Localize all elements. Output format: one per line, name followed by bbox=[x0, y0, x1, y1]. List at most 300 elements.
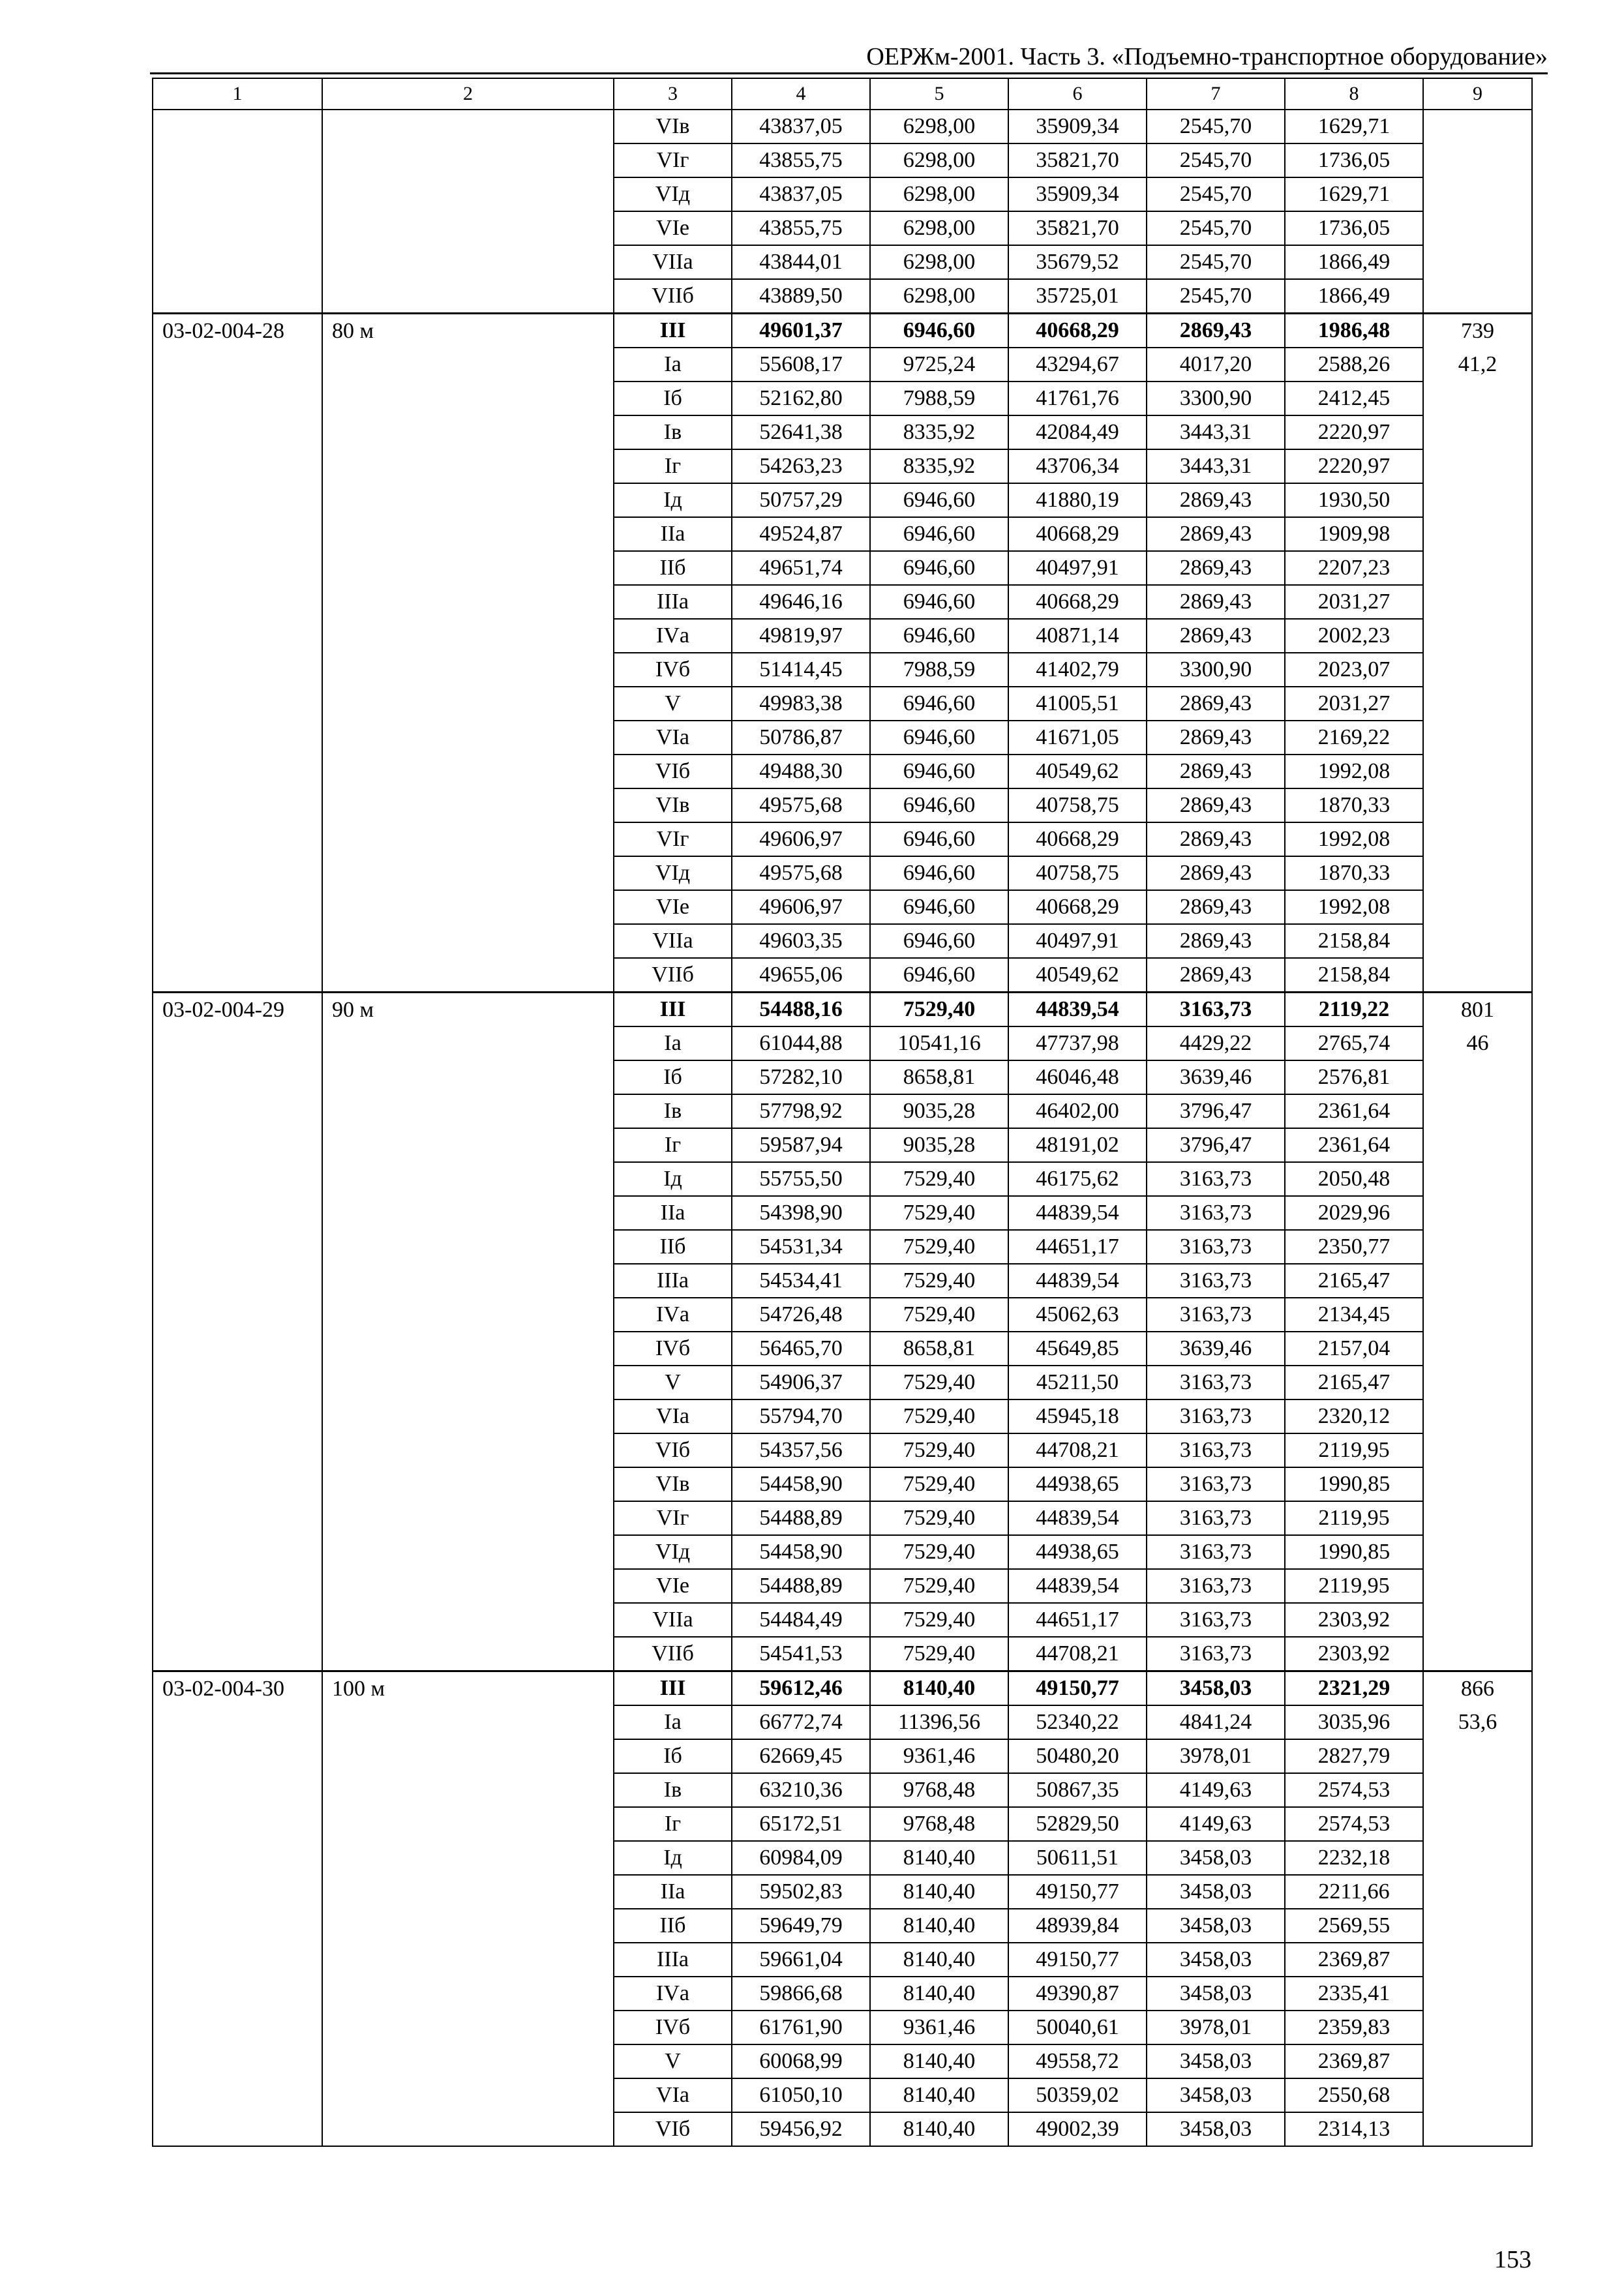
value-cell: 6946,60 bbox=[870, 517, 1008, 551]
value-cell: 6298,00 bbox=[870, 110, 1008, 143]
column-number: 3 bbox=[614, 78, 732, 110]
value-cell: 1990,85 bbox=[1285, 1467, 1423, 1501]
value-cell: 4149,63 bbox=[1147, 1807, 1285, 1841]
mode-cell: IIIа bbox=[614, 1264, 732, 1298]
table-row bbox=[153, 1535, 1532, 1569]
value-cell: 2869,43 bbox=[1147, 856, 1285, 890]
mode-cell: VIв bbox=[614, 788, 732, 822]
value-cell: 6298,00 bbox=[870, 245, 1008, 279]
value-cell: 3458,03 bbox=[1147, 1841, 1285, 1875]
value-cell: 6946,60 bbox=[870, 788, 1008, 822]
table-row bbox=[153, 924, 1532, 958]
table-row bbox=[153, 1501, 1532, 1535]
value-cell: 49646,16 bbox=[732, 585, 870, 619]
value-cell: 2869,43 bbox=[1147, 551, 1285, 585]
value-cell: 8140,40 bbox=[870, 1671, 1008, 1706]
value-cell: 8335,92 bbox=[870, 415, 1008, 449]
table-row bbox=[153, 1298, 1532, 1332]
length-cell bbox=[322, 415, 614, 449]
mode-cell: VIIа bbox=[614, 924, 732, 958]
length-cell bbox=[322, 1773, 614, 1807]
labor-cell bbox=[1423, 1467, 1532, 1501]
value-cell: 3639,46 bbox=[1147, 1060, 1285, 1094]
value-cell: 45211,50 bbox=[1008, 1366, 1147, 1399]
value-cell: 6298,00 bbox=[870, 177, 1008, 211]
mode-cell: V bbox=[614, 2044, 732, 2078]
value-cell: 9768,48 bbox=[870, 1807, 1008, 1841]
rate-code-cell bbox=[153, 585, 322, 619]
value-cell: 2321,29 bbox=[1285, 1671, 1423, 1706]
value-cell: 8140,40 bbox=[870, 1977, 1008, 2011]
value-cell: 40758,75 bbox=[1008, 788, 1147, 822]
value-cell: 1992,08 bbox=[1285, 890, 1423, 924]
table-row bbox=[153, 653, 1532, 687]
table-row bbox=[153, 1196, 1532, 1230]
value-cell: 2412,45 bbox=[1285, 382, 1423, 415]
mode-cell: IIа bbox=[614, 517, 732, 551]
rate-code-cell bbox=[153, 1841, 322, 1875]
value-cell: 2545,70 bbox=[1147, 110, 1285, 143]
value-cell: 41005,51 bbox=[1008, 687, 1147, 721]
value-cell: 49575,68 bbox=[732, 856, 870, 890]
length-cell bbox=[322, 551, 614, 585]
value-cell: 54531,34 bbox=[732, 1230, 870, 1264]
value-cell: 8658,81 bbox=[870, 1332, 1008, 1366]
value-cell: 11396,56 bbox=[870, 1705, 1008, 1739]
value-cell: 3443,31 bbox=[1147, 449, 1285, 483]
value-cell: 6946,60 bbox=[870, 924, 1008, 958]
column-number: 5 bbox=[870, 78, 1008, 110]
value-cell: 43706,34 bbox=[1008, 449, 1147, 483]
value-cell: 43837,05 bbox=[732, 110, 870, 143]
value-cell: 3458,03 bbox=[1147, 1909, 1285, 1943]
length-cell bbox=[322, 1535, 614, 1569]
value-cell: 54484,49 bbox=[732, 1603, 870, 1637]
value-cell: 35725,01 bbox=[1008, 279, 1147, 314]
value-cell: 35909,34 bbox=[1008, 177, 1147, 211]
mode-cell: III bbox=[614, 1671, 732, 1706]
value-cell: 2119,22 bbox=[1285, 993, 1423, 1027]
value-cell: 50757,29 bbox=[732, 483, 870, 517]
value-cell: 61050,10 bbox=[732, 2078, 870, 2112]
rate-code-cell bbox=[153, 1467, 322, 1501]
labor-cell bbox=[1423, 279, 1532, 314]
value-cell: 8140,40 bbox=[870, 1875, 1008, 1909]
value-cell: 10541,16 bbox=[870, 1026, 1008, 1060]
value-cell: 54541,53 bbox=[732, 1637, 870, 1671]
labor-cell bbox=[1423, 1569, 1532, 1603]
mode-cell: Iа bbox=[614, 1026, 732, 1060]
value-cell: 2869,43 bbox=[1147, 619, 1285, 653]
mode-cell: IVа bbox=[614, 619, 732, 653]
labor-cell: 866 bbox=[1423, 1671, 1532, 1706]
labor-cell bbox=[1423, 1807, 1532, 1841]
value-cell: 1866,49 bbox=[1285, 279, 1423, 314]
value-cell: 2545,70 bbox=[1147, 279, 1285, 314]
length-cell bbox=[322, 1298, 614, 1332]
length-cell bbox=[322, 2078, 614, 2112]
mode-cell: VIд bbox=[614, 177, 732, 211]
length-cell bbox=[322, 1366, 614, 1399]
value-cell: 49524,87 bbox=[732, 517, 870, 551]
rate-code-cell bbox=[153, 449, 322, 483]
value-cell: 46402,00 bbox=[1008, 1094, 1147, 1128]
labor-cell bbox=[1423, 1603, 1532, 1637]
page-number: 153 bbox=[1494, 2246, 1531, 2273]
length-cell bbox=[322, 1875, 614, 1909]
mode-cell: VIа bbox=[614, 721, 732, 755]
rate-code-cell bbox=[153, 755, 322, 788]
labor-cell bbox=[1423, 1399, 1532, 1433]
value-cell: 1736,05 bbox=[1285, 211, 1423, 245]
value-cell: 3163,73 bbox=[1147, 1535, 1285, 1569]
length-cell bbox=[322, 1841, 614, 1875]
value-cell: 47737,98 bbox=[1008, 1026, 1147, 1060]
value-cell: 55755,50 bbox=[732, 1162, 870, 1196]
labor-cell bbox=[1423, 1433, 1532, 1467]
value-cell: 3458,03 bbox=[1147, 1671, 1285, 1706]
value-cell: 54458,90 bbox=[732, 1467, 870, 1501]
value-cell: 3163,73 bbox=[1147, 1399, 1285, 1433]
table-row bbox=[153, 1875, 1532, 1909]
length-cell bbox=[322, 958, 614, 993]
value-cell: 6946,60 bbox=[870, 755, 1008, 788]
length-cell bbox=[322, 856, 614, 890]
value-cell: 2869,43 bbox=[1147, 314, 1285, 348]
length-cell bbox=[322, 1603, 614, 1637]
column-number: 2 bbox=[322, 78, 614, 110]
value-cell: 61044,88 bbox=[732, 1026, 870, 1060]
mode-cell: Iб bbox=[614, 382, 732, 415]
length-cell bbox=[322, 924, 614, 958]
table-row bbox=[153, 1807, 1532, 1841]
mode-cell: Iв bbox=[614, 1773, 732, 1807]
length-cell bbox=[322, 1196, 614, 1230]
value-cell: 48939,84 bbox=[1008, 1909, 1147, 1943]
labor-cell bbox=[1423, 1332, 1532, 1366]
mode-cell: V bbox=[614, 1366, 732, 1399]
value-cell: 40668,29 bbox=[1008, 822, 1147, 856]
length-cell bbox=[322, 585, 614, 619]
labor-cell bbox=[1423, 483, 1532, 517]
value-cell: 7529,40 bbox=[870, 1230, 1008, 1264]
value-cell: 50611,51 bbox=[1008, 1841, 1147, 1875]
value-cell: 59866,68 bbox=[732, 1977, 870, 2011]
value-cell: 45945,18 bbox=[1008, 1399, 1147, 1433]
table-row bbox=[153, 822, 1532, 856]
rate-code-cell bbox=[153, 551, 322, 585]
mode-cell: IIа bbox=[614, 1196, 732, 1230]
labor-cell bbox=[1423, 1060, 1532, 1094]
value-cell: 2361,64 bbox=[1285, 1128, 1423, 1162]
length-cell bbox=[322, 245, 614, 279]
length-cell bbox=[322, 449, 614, 483]
length-cell bbox=[322, 1094, 614, 1128]
value-cell: 2029,96 bbox=[1285, 1196, 1423, 1230]
labor-cell bbox=[1423, 415, 1532, 449]
labor-cell bbox=[1423, 551, 1532, 585]
value-cell: 63210,36 bbox=[732, 1773, 870, 1807]
labor-cell bbox=[1423, 2011, 1532, 2044]
value-cell: 49655,06 bbox=[732, 958, 870, 993]
length-cell bbox=[322, 1162, 614, 1196]
value-cell: 1629,71 bbox=[1285, 110, 1423, 143]
value-cell: 2869,43 bbox=[1147, 755, 1285, 788]
value-cell: 7529,40 bbox=[870, 1467, 1008, 1501]
rate-code-cell bbox=[153, 1637, 322, 1671]
mode-cell: IIб bbox=[614, 1909, 732, 1943]
value-cell: 2119,95 bbox=[1285, 1433, 1423, 1467]
value-cell: 49488,30 bbox=[732, 755, 870, 788]
rates-table bbox=[152, 78, 1533, 2147]
value-cell: 54398,90 bbox=[732, 1196, 870, 1230]
value-cell: 7529,40 bbox=[870, 1264, 1008, 1298]
value-cell: 2232,18 bbox=[1285, 1841, 1423, 1875]
column-number-row bbox=[153, 78, 1532, 110]
value-cell: 4429,22 bbox=[1147, 1026, 1285, 1060]
labor-cell bbox=[1423, 1264, 1532, 1298]
rate-code-cell bbox=[153, 687, 322, 721]
labor-cell bbox=[1423, 1943, 1532, 1977]
rate-code-cell bbox=[153, 211, 322, 245]
mode-cell: VIIб bbox=[614, 1637, 732, 1671]
rate-code-cell bbox=[153, 1535, 322, 1569]
mode-cell: Iа bbox=[614, 348, 732, 382]
value-cell: 52641,38 bbox=[732, 415, 870, 449]
mode-cell: Iа bbox=[614, 1705, 732, 1739]
value-cell: 41880,19 bbox=[1008, 483, 1147, 517]
table-row bbox=[153, 551, 1532, 585]
mode-cell: VIе bbox=[614, 890, 732, 924]
mode-cell: IIIа bbox=[614, 1943, 732, 1977]
table-row bbox=[153, 1264, 1532, 1298]
value-cell: 60984,09 bbox=[732, 1841, 870, 1875]
labor-cell bbox=[1423, 110, 1532, 143]
rate-code-cell bbox=[153, 1603, 322, 1637]
mode-cell: Iд bbox=[614, 483, 732, 517]
length-cell bbox=[322, 211, 614, 245]
value-cell: 2211,66 bbox=[1285, 1875, 1423, 1909]
value-cell: 50867,35 bbox=[1008, 1773, 1147, 1807]
value-cell: 3163,73 bbox=[1147, 1264, 1285, 1298]
mode-cell: VIа bbox=[614, 1399, 732, 1433]
value-cell: 49983,38 bbox=[732, 687, 870, 721]
value-cell: 2119,95 bbox=[1285, 1569, 1423, 1603]
table-row bbox=[153, 1128, 1532, 1162]
rate-code-cell bbox=[153, 177, 322, 211]
value-cell: 2869,43 bbox=[1147, 687, 1285, 721]
rate-code-cell bbox=[153, 1977, 322, 2011]
labor-cell bbox=[1423, 1535, 1532, 1569]
value-cell: 3163,73 bbox=[1147, 1433, 1285, 1467]
labor-cell bbox=[1423, 1909, 1532, 1943]
table-row bbox=[153, 788, 1532, 822]
value-cell: 55794,70 bbox=[732, 1399, 870, 1433]
length-cell bbox=[322, 1501, 614, 1535]
rate-code-cell bbox=[153, 2078, 322, 2112]
value-cell: 35821,70 bbox=[1008, 143, 1147, 177]
length-cell bbox=[322, 110, 614, 143]
value-cell: 3163,73 bbox=[1147, 1230, 1285, 1264]
table-row bbox=[153, 483, 1532, 517]
rate-code-cell bbox=[153, 1094, 322, 1128]
value-cell: 6946,60 bbox=[870, 314, 1008, 348]
value-cell: 61761,90 bbox=[732, 2011, 870, 2044]
table-row bbox=[153, 279, 1532, 314]
length-cell bbox=[322, 1637, 614, 1671]
value-cell: 3796,47 bbox=[1147, 1128, 1285, 1162]
mode-cell: IVб bbox=[614, 1332, 732, 1366]
value-cell: 2314,13 bbox=[1285, 2112, 1423, 2146]
rate-code-cell bbox=[153, 1399, 322, 1433]
length-cell bbox=[322, 890, 614, 924]
value-cell: 57282,10 bbox=[732, 1060, 870, 1094]
table-row bbox=[153, 1060, 1532, 1094]
value-cell: 49819,97 bbox=[732, 619, 870, 653]
mode-cell: VIг bbox=[614, 822, 732, 856]
labor-cell bbox=[1423, 517, 1532, 551]
value-cell: 2158,84 bbox=[1285, 924, 1423, 958]
value-cell: 51414,45 bbox=[732, 653, 870, 687]
value-cell: 7529,40 bbox=[870, 1433, 1008, 1467]
rate-code-cell bbox=[153, 483, 322, 517]
table-row bbox=[153, 755, 1532, 788]
value-cell: 8140,40 bbox=[870, 1943, 1008, 1977]
value-cell: 41402,79 bbox=[1008, 653, 1147, 687]
table-row bbox=[153, 415, 1532, 449]
rate-code-cell bbox=[153, 1773, 322, 1807]
value-cell: 44839,54 bbox=[1008, 1569, 1147, 1603]
length-cell bbox=[322, 1467, 614, 1501]
table-row bbox=[153, 1026, 1532, 1060]
value-cell: 2869,43 bbox=[1147, 924, 1285, 958]
value-cell: 2157,04 bbox=[1285, 1332, 1423, 1366]
value-cell: 2220,97 bbox=[1285, 449, 1423, 483]
value-cell: 54906,37 bbox=[732, 1366, 870, 1399]
value-cell: 3300,90 bbox=[1147, 382, 1285, 415]
value-cell: 8140,40 bbox=[870, 2078, 1008, 2112]
value-cell: 44708,21 bbox=[1008, 1433, 1147, 1467]
value-cell: 54488,89 bbox=[732, 1501, 870, 1535]
value-cell: 3978,01 bbox=[1147, 1739, 1285, 1773]
value-cell: 3163,73 bbox=[1147, 1366, 1285, 1399]
mode-cell: VIе bbox=[614, 211, 732, 245]
value-cell: 44938,65 bbox=[1008, 1467, 1147, 1501]
length-cell bbox=[322, 822, 614, 856]
value-cell: 2869,43 bbox=[1147, 483, 1285, 517]
value-cell: 44651,17 bbox=[1008, 1603, 1147, 1637]
rate-code-cell bbox=[153, 143, 322, 177]
column-number: 8 bbox=[1285, 78, 1423, 110]
table-row bbox=[153, 1705, 1532, 1739]
rate-code-cell bbox=[153, 1705, 322, 1739]
value-cell: 44839,54 bbox=[1008, 1196, 1147, 1230]
value-cell: 49606,97 bbox=[732, 890, 870, 924]
labor-cell: 739 bbox=[1423, 314, 1532, 348]
value-cell: 1992,08 bbox=[1285, 822, 1423, 856]
length-cell bbox=[322, 1569, 614, 1603]
rate-code-cell bbox=[153, 856, 322, 890]
rate-code-cell bbox=[153, 1739, 322, 1773]
rate-code-cell bbox=[153, 721, 322, 755]
table-row bbox=[153, 2044, 1532, 2078]
value-cell: 55608,17 bbox=[732, 348, 870, 382]
value-cell: 45649,85 bbox=[1008, 1332, 1147, 1366]
mode-cell: Iв bbox=[614, 1094, 732, 1128]
table-row bbox=[153, 1841, 1532, 1875]
value-cell: 2869,43 bbox=[1147, 958, 1285, 993]
length-cell bbox=[322, 1739, 614, 1773]
value-cell: 2545,70 bbox=[1147, 177, 1285, 211]
value-cell: 7529,40 bbox=[870, 1366, 1008, 1399]
value-cell: 2320,12 bbox=[1285, 1399, 1423, 1433]
value-cell: 46046,48 bbox=[1008, 1060, 1147, 1094]
value-cell: 49558,72 bbox=[1008, 2044, 1147, 2078]
value-cell: 49606,97 bbox=[732, 822, 870, 856]
value-cell: 2359,83 bbox=[1285, 2011, 1423, 2044]
value-cell: 43294,67 bbox=[1008, 348, 1147, 382]
value-cell: 46175,62 bbox=[1008, 1162, 1147, 1196]
rate-code-cell bbox=[153, 110, 322, 143]
running-header: ОЕРЖм-2001. Часть 3. «Подъемно-транспортное оборудование» bbox=[866, 43, 1548, 70]
value-cell: 54488,16 bbox=[732, 993, 870, 1027]
value-cell: 2574,53 bbox=[1285, 1807, 1423, 1841]
value-cell: 8140,40 bbox=[870, 2112, 1008, 2146]
rate-code-cell bbox=[153, 2044, 322, 2078]
value-cell: 8335,92 bbox=[870, 449, 1008, 483]
labor-cell bbox=[1423, 788, 1532, 822]
mode-cell: Iг bbox=[614, 1128, 732, 1162]
value-cell: 44651,17 bbox=[1008, 1230, 1147, 1264]
value-cell: 9768,48 bbox=[870, 1773, 1008, 1807]
value-cell: 52829,50 bbox=[1008, 1807, 1147, 1841]
length-cell: 100 м bbox=[322, 1671, 614, 1706]
value-cell: 3458,03 bbox=[1147, 1943, 1285, 1977]
value-cell: 2361,64 bbox=[1285, 1094, 1423, 1128]
length-cell bbox=[322, 177, 614, 211]
table-row bbox=[153, 1433, 1532, 1467]
labor-cell bbox=[1423, 177, 1532, 211]
value-cell: 2119,95 bbox=[1285, 1501, 1423, 1535]
labor-cell bbox=[1423, 1841, 1532, 1875]
value-cell: 2369,87 bbox=[1285, 2044, 1423, 2078]
mode-cell: III bbox=[614, 314, 732, 348]
mode-cell: III bbox=[614, 993, 732, 1027]
labor-cell bbox=[1423, 1366, 1532, 1399]
column-number: 9 bbox=[1423, 78, 1532, 110]
value-cell: 2220,97 bbox=[1285, 415, 1423, 449]
rate-code-cell bbox=[153, 348, 322, 382]
value-cell: 40668,29 bbox=[1008, 314, 1147, 348]
value-cell: 40758,75 bbox=[1008, 856, 1147, 890]
value-cell: 8140,40 bbox=[870, 1841, 1008, 1875]
value-cell: 40668,29 bbox=[1008, 890, 1147, 924]
mode-cell: IIб bbox=[614, 551, 732, 585]
length-cell bbox=[322, 1705, 614, 1739]
rate-code-cell bbox=[153, 1501, 322, 1535]
value-cell: 45062,63 bbox=[1008, 1298, 1147, 1332]
value-cell: 1629,71 bbox=[1285, 177, 1423, 211]
value-cell: 2158,84 bbox=[1285, 958, 1423, 993]
value-cell: 54726,48 bbox=[732, 1298, 870, 1332]
rate-code-cell bbox=[153, 1807, 322, 1841]
rate-code-cell bbox=[153, 1943, 322, 1977]
value-cell: 56465,70 bbox=[732, 1332, 870, 1366]
value-cell: 1930,50 bbox=[1285, 483, 1423, 517]
labor-cell bbox=[1423, 619, 1532, 653]
value-cell: 59612,46 bbox=[732, 1671, 870, 1706]
value-cell: 2169,22 bbox=[1285, 721, 1423, 755]
